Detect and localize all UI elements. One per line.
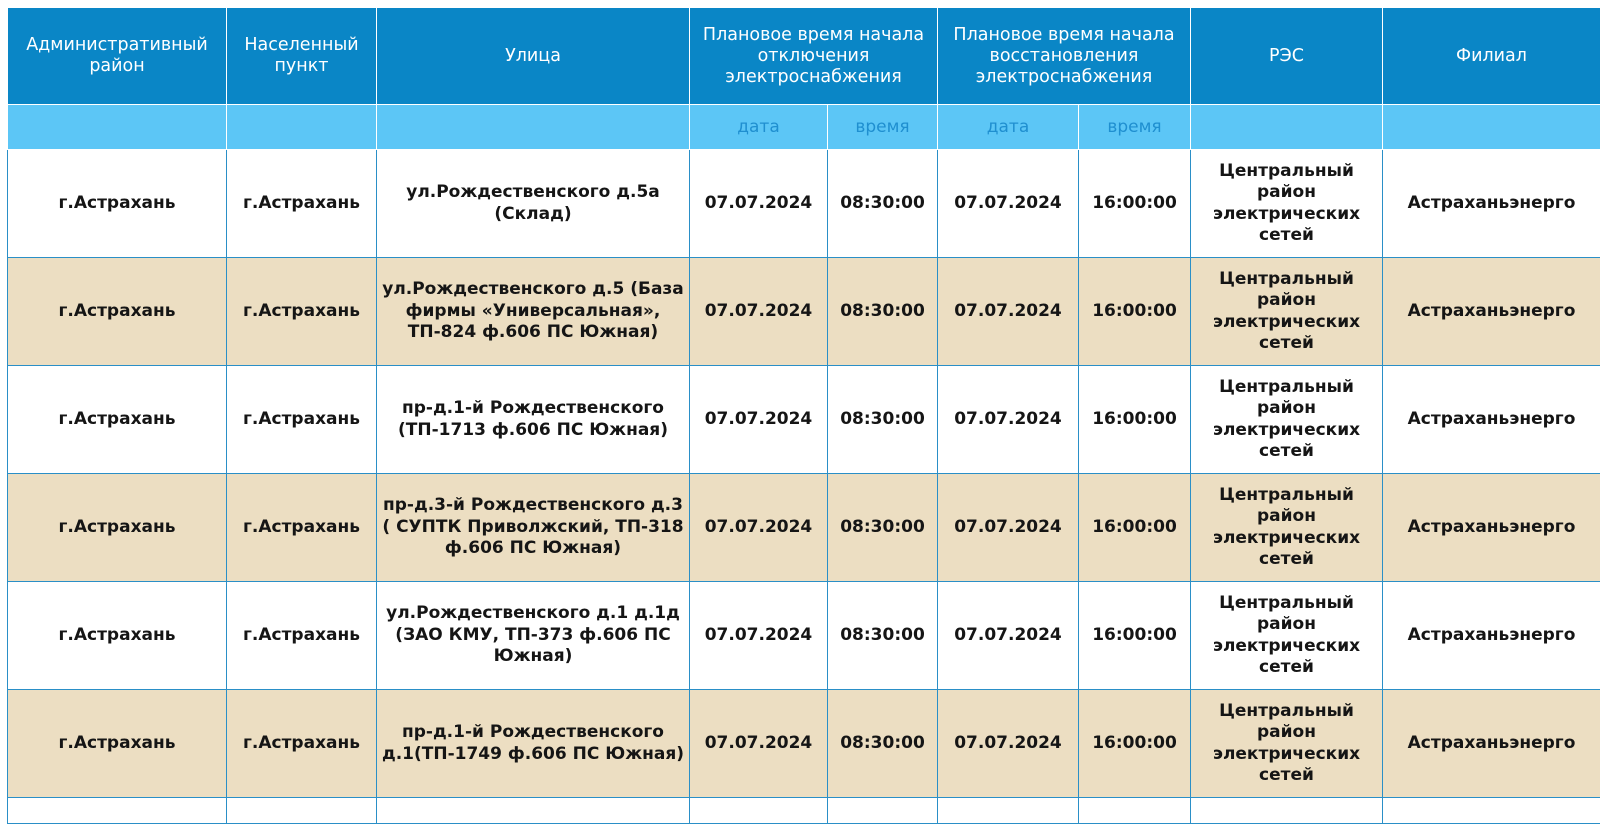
cell-street: пр-д.1-й Рождественского д.1(ТП-1749 ф.606 ПС Южная) xyxy=(377,690,690,798)
cell-restore-date: 07.07.2024 xyxy=(938,474,1079,582)
subheader-row xyxy=(8,105,1600,150)
header-row xyxy=(8,8,1600,105)
header-settlement: Населенный пункт xyxy=(227,8,377,105)
cell-street: ул.Рождественского д.5 (База фирмы «Универсальная», ТП-824 ф.606 ПС Южная) xyxy=(377,258,690,366)
cell-res: Центральный район электрических сетей xyxy=(1191,690,1383,798)
cell-outage-time: 08:30:00 xyxy=(828,366,938,474)
table-body xyxy=(8,150,1600,824)
table-row xyxy=(8,690,1600,798)
cell-restore-date: 07.07.2024 xyxy=(938,690,1079,798)
table-row xyxy=(8,258,1600,366)
cell-branch: Астраханьэнерго xyxy=(1383,582,1600,690)
cell-restore-time: 16:00:00 xyxy=(1079,258,1191,366)
cell-restore-date: 07.07.2024 xyxy=(938,582,1079,690)
cell-district: г.Астрахань xyxy=(8,690,227,798)
cell-settlement: г.Астрахань xyxy=(227,582,377,690)
cell-settlement: г.Астрахань xyxy=(227,690,377,798)
cell-res: Центральный район электрических сетей xyxy=(1191,474,1383,582)
table-row xyxy=(8,474,1600,582)
cell-res: Центральный район электрических сетей xyxy=(1191,366,1383,474)
cell-empty xyxy=(828,798,938,824)
cell-restore-date: 07.07.2024 xyxy=(938,366,1079,474)
cell-branch: Астраханьэнерго xyxy=(1383,150,1600,258)
cell-empty xyxy=(938,798,1079,824)
cell-empty xyxy=(690,798,828,824)
cell-branch: Астраханьэнерго xyxy=(1383,366,1600,474)
cell-outage-date: 07.07.2024 xyxy=(690,690,828,798)
cell-outage-time: 08:30:00 xyxy=(828,150,938,258)
header-street: Улица xyxy=(377,8,690,105)
cell-district: г.Астрахань xyxy=(8,582,227,690)
table-row xyxy=(8,150,1600,258)
cell-outage-time: 08:30:00 xyxy=(828,582,938,690)
table-row xyxy=(8,366,1600,474)
table-row-partial xyxy=(8,798,1600,824)
cell-street: пр-д.3-й Рождественского д.3 ( СУПТК Приволжский, ТП-318 ф.606 ПС Южная) xyxy=(377,474,690,582)
cell-restore-time: 16:00:00 xyxy=(1079,582,1191,690)
subheader-outage-time: время xyxy=(828,105,938,150)
cell-empty xyxy=(227,798,377,824)
subheader-empty xyxy=(227,105,377,150)
cell-outage-date: 07.07.2024 xyxy=(690,582,828,690)
cell-res: Центральный район электрических сетей xyxy=(1191,150,1383,258)
cell-district: г.Астрахань xyxy=(8,150,227,258)
cell-empty xyxy=(8,798,227,824)
cell-restore-time: 16:00:00 xyxy=(1079,474,1191,582)
cell-restore-time: 16:00:00 xyxy=(1079,690,1191,798)
cell-district: г.Астрахань xyxy=(8,474,227,582)
table-row xyxy=(8,582,1600,690)
header-branch: Филиал xyxy=(1383,8,1600,105)
header-restore-start: Плановое время начала восстановления электроснабжения xyxy=(938,8,1191,105)
cell-outage-date: 07.07.2024 xyxy=(690,366,828,474)
cell-branch: Астраханьэнерго xyxy=(1383,258,1600,366)
cell-restore-date: 07.07.2024 xyxy=(938,150,1079,258)
header-res: РЭС xyxy=(1191,8,1383,105)
cell-outage-date: 07.07.2024 xyxy=(690,150,828,258)
outage-table xyxy=(7,7,1600,824)
cell-outage-time: 08:30:00 xyxy=(828,474,938,582)
outage-schedule xyxy=(7,7,1600,824)
cell-street: ул.Рождественского д.5а (Склад) xyxy=(377,150,690,258)
cell-district: г.Астрахань xyxy=(8,258,227,366)
cell-street: пр-д.1-й Рождественского (ТП-1713 ф.606 ПС Южная) xyxy=(377,366,690,474)
subheader-restore-time: время xyxy=(1079,105,1191,150)
cell-outage-time: 08:30:00 xyxy=(828,690,938,798)
cell-outage-date: 07.07.2024 xyxy=(690,474,828,582)
cell-outage-time: 08:30:00 xyxy=(828,258,938,366)
cell-branch: Астраханьэнерго xyxy=(1383,690,1600,798)
table-header xyxy=(8,8,1600,150)
cell-restore-time: 16:00:00 xyxy=(1079,150,1191,258)
subheader-outage-date: дата xyxy=(690,105,828,150)
cell-res: Центральный район электрических сетей xyxy=(1191,582,1383,690)
cell-street: ул.Рождественского д.1 д.1д (ЗАО КМУ, ТП-373 ф.606 ПС Южная) xyxy=(377,582,690,690)
cell-settlement: г.Астрахань xyxy=(227,366,377,474)
cell-settlement: г.Астрахань xyxy=(227,474,377,582)
cell-empty xyxy=(1079,798,1191,824)
subheader-restore-date: дата xyxy=(938,105,1079,150)
cell-branch: Астраханьэнерго xyxy=(1383,474,1600,582)
cell-empty xyxy=(1383,798,1600,824)
header-outage-start: Плановое время начала отключения электроснабжения xyxy=(690,8,938,105)
header-admin-district: Административный район xyxy=(8,8,227,105)
cell-restore-time: 16:00:00 xyxy=(1079,366,1191,474)
cell-empty xyxy=(1191,798,1383,824)
cell-settlement: г.Астрахань xyxy=(227,150,377,258)
cell-settlement: г.Астрахань xyxy=(227,258,377,366)
subheader-empty xyxy=(377,105,690,150)
subheader-empty xyxy=(1383,105,1600,150)
cell-outage-date: 07.07.2024 xyxy=(690,258,828,366)
subheader-empty xyxy=(1191,105,1383,150)
cell-district: г.Астрахань xyxy=(8,366,227,474)
cell-restore-date: 07.07.2024 xyxy=(938,258,1079,366)
cell-empty xyxy=(377,798,690,824)
cell-res: Центральный район электрических сетей xyxy=(1191,258,1383,366)
subheader-empty xyxy=(8,105,227,150)
